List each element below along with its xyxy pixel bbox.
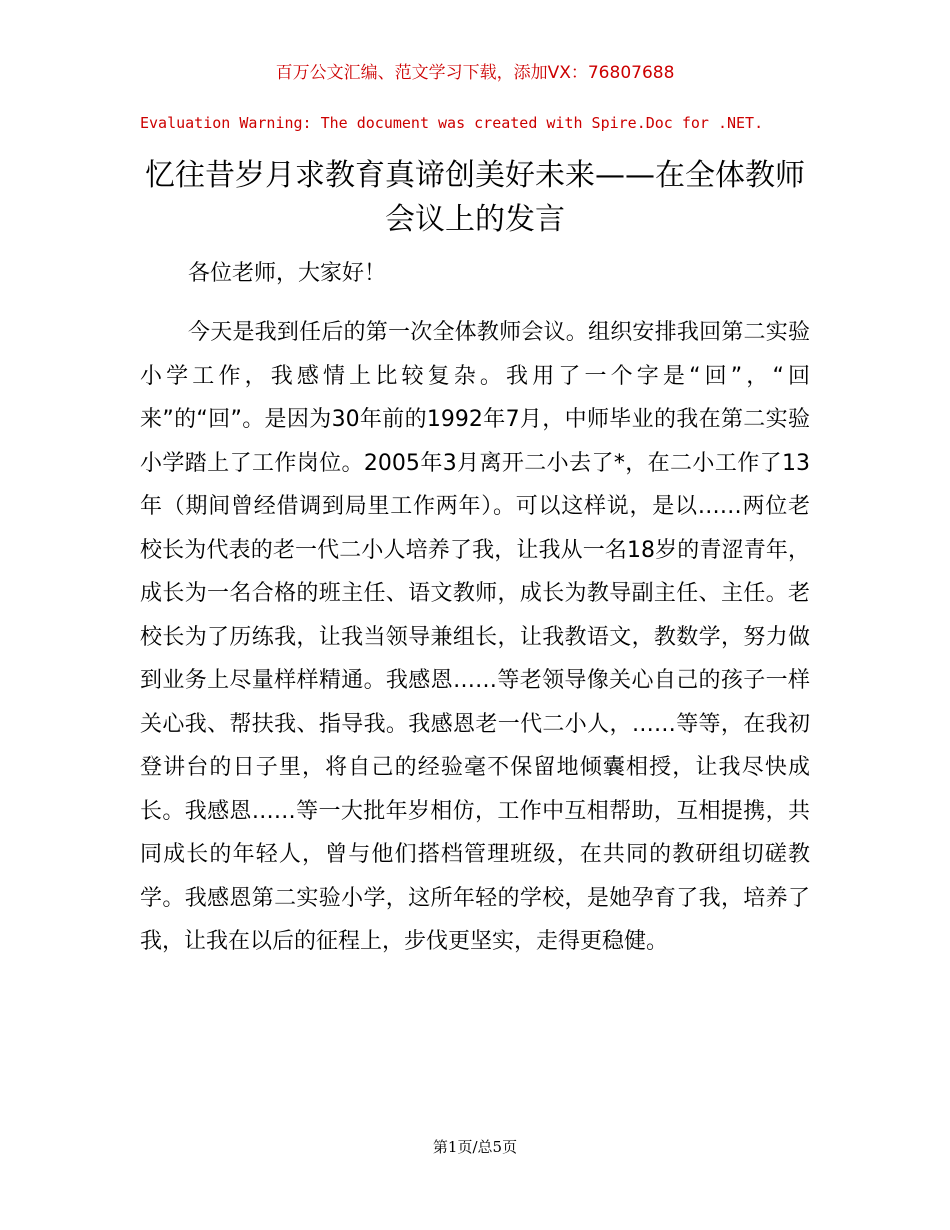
body-paragraph: 今天是我到任后的第一次全体教师会议。组织安排我回第二实验小学工作，我感情上比较复杂。我用了一个字是“回”，“回来”的“回”。是因为30年前的1992年7月，中师毕业的我在第二实验小学踏上了工作岗位。2005年3月离开二小去了*，在二小工作了13年（期间曾经借调到局里工作两年）。可以这样说，是以……两位老校长为代表的老一代二小人培养了我，让我从一名18岁的青涩青年，成长为一名合格的班主任、语文教师，成长为教导副主任、主任。老校长为了历练我，让我当领导兼组长，让我教语文，教数学，努力做到业务上尽量样样精通。我感恩……等老领导像关心自己的孩子一样关心我、帮扶我、指导我。我感恩老一代二小人，……等等，在我初登讲台的日子里，将自己的经验毫不保留地倾囊相授，让我尽快成长。我感恩……等一大批年岁相仿，工作中互相帮助，互相提携，共同成长的年轻人，曾与他们搭档管理班级，在共同的教研组切磋教学。我感恩第二实验小学，这所年轻的学校，是她孕育了我，培养了我，让我在以后的征程上，步伐更坚实，走得更稳健。 [140, 320, 810, 954]
greeting: 各位老师，大家好！ [188, 261, 387, 286]
page-footer: 第1页/总5页 [432, 1138, 518, 1156]
header-banner: 百万公文汇编、范文学习下载，添加VX：76807688 [275, 63, 675, 83]
document-title: 忆往昔岁月求教育真谛创美好未来——在全体教师会议上的发言 [145, 158, 805, 237]
evaluation-warning: Evaluation Warning: The document was created with Spire.Doc for .NET. [140, 114, 764, 132]
